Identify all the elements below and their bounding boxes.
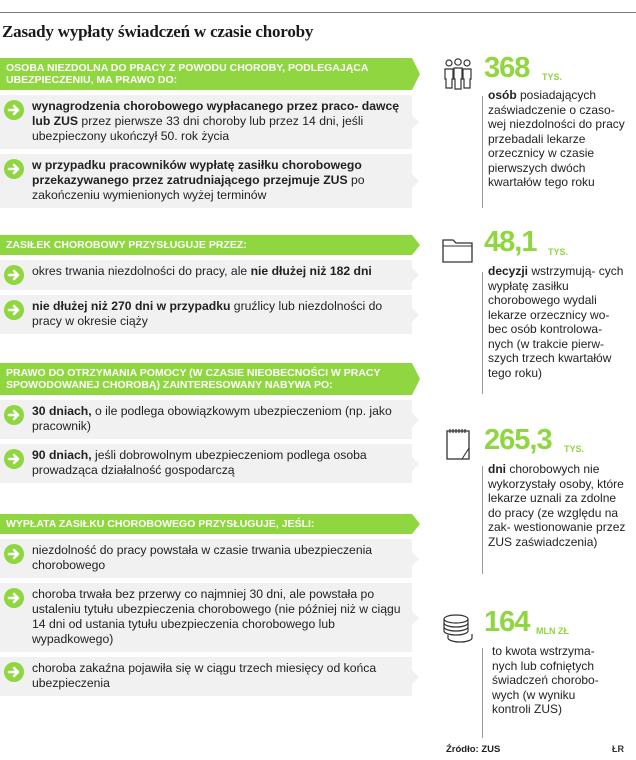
stat-bold-text: dni	[488, 462, 506, 476]
notepad-icon	[440, 426, 476, 462]
list-item	[0, 657, 412, 696]
section-header: ZASIŁEK CHOROBOWY PRZYSŁUGUJE PRZEZ:	[0, 235, 412, 255]
publisher-logo: ŁR	[612, 744, 624, 754]
item-text: niezdolność do pracy powstała w czasie trwania ubezpieczenia chorobowego	[32, 543, 373, 572]
item-bold-text: nie dłużej niż 182 dni	[250, 264, 372, 278]
stat-unit: MLN ZŁ	[536, 626, 569, 636]
stat-description	[492, 644, 610, 717]
item-bold-text: 30 dniach,	[32, 404, 92, 418]
stat-bold-text: osób	[488, 88, 517, 102]
stat-value: 265,3	[484, 424, 552, 456]
divider-line	[482, 96, 483, 208]
arrow-right-icon	[4, 449, 24, 469]
list-item	[0, 400, 412, 439]
item-text: po zakończeniu wymienionych wyżej terminów	[32, 173, 365, 202]
arrow-right-icon	[4, 662, 24, 682]
item-text: choroba trwała bez przerwy co najmniej 30 dni, ale powstała po ustaleniu tytułu ubezpieczenia chorobowego (nie później niż w ciągu 14 dni od ustania tytułu ubezpieczenia chorobowego lub wypadkowego)	[32, 587, 401, 646]
stat-value: 164	[484, 606, 530, 638]
item-bold-text: nie dłużej niż 270 dni w przypadku	[32, 299, 231, 313]
item-bold-text: w przypadku pracowników wypłatę zasiłku chorobowego przekazywanego przez zatrudniającego przejmuje ZUS	[32, 158, 362, 187]
list-item	[0, 583, 412, 652]
section-header: WYPŁATA ZASIŁKU CHOROBOWEGO PRZYSŁUGUJE, JEŚLI:	[0, 514, 412, 534]
item-bold-text: wynagrodzenia chorobowego wypłacanego przez praco- dawcę lub ZUS	[32, 99, 400, 128]
item-bold-text: 90 dniach,	[32, 448, 92, 462]
stat-description	[488, 462, 630, 549]
stat-value: 368	[484, 52, 530, 84]
stat-text: chorobowych nie wykorzystały osoby, które lekarze uznali za zdolne do pracy (ze względu na zak- westionowanie przez ZUS zaświadczenia)	[488, 462, 626, 549]
stat-description	[488, 88, 630, 190]
stat-bold-text: decyzji	[488, 264, 529, 278]
stat-block	[432, 226, 636, 432]
section-header: PRAWO DO OTRZYMANIA POMOCY (W CZASIE NIEOBECNOŚCI W PRACY SPOWODOWANEJ CHOROBĄ) ZAINTERESOWANY NABYWA PO:	[0, 363, 412, 395]
divider-line	[482, 466, 483, 574]
arrow-right-icon	[4, 100, 24, 120]
list-item	[0, 260, 412, 290]
page-title: Zasady wypłaty świadczeń w czasie choroby	[2, 22, 314, 41]
coins-icon	[440, 608, 476, 644]
stat-unit: TYS.	[548, 247, 569, 257]
item-text: o ile podlega obowiązkowym ubezpieczeniom (np. jako pracownik)	[32, 404, 392, 433]
rules-column	[0, 58, 412, 701]
people-icon	[440, 56, 476, 92]
stat-block	[432, 52, 636, 212]
list-item	[0, 295, 412, 334]
section-conditions	[0, 514, 412, 696]
list-item	[0, 539, 412, 578]
stat-value: 48,1	[484, 226, 537, 258]
list-item	[0, 95, 412, 149]
list-item	[0, 444, 412, 483]
arrow-right-icon	[4, 159, 24, 179]
folder-icon	[440, 232, 476, 268]
stat-unit: TYS.	[564, 444, 585, 454]
list-item	[0, 154, 412, 208]
section-duration	[0, 235, 412, 334]
stat-block	[432, 426, 636, 596]
item-text: okres trwania niezdolności do pracy, ale	[32, 264, 251, 278]
item-text: gruźlicy lub niezdolności do pracy w okresie ciąży	[32, 299, 383, 328]
arrow-right-icon	[4, 405, 24, 425]
divider-line	[482, 648, 483, 738]
stat-unit: TYS.	[542, 72, 563, 82]
stat-description	[488, 264, 630, 380]
arrow-right-icon	[4, 544, 24, 564]
item-text: choroba zakaźna pojawiła się w ciągu trzech miesięcy od końca ubezpieczenia	[32, 661, 377, 690]
stat-block	[432, 608, 636, 748]
stat-text: posiadających zaświadczenie o czaso- wej niezdolności do pracy przebadali lekarze orzecznicy w czasie pierwszych dwóch kwartałów tego roku	[488, 88, 625, 189]
section-waiting-period	[0, 363, 412, 483]
arrow-right-icon	[4, 265, 24, 285]
arrow-right-icon	[4, 300, 24, 320]
item-text: przez pierwsze 33 dni choroby lub przez 14 dni, jeśli ubezpieczony ukończył 50. rok życia	[32, 114, 364, 143]
source-note: Źródło: ZUS	[446, 744, 501, 755]
stat-text: wstrzymują- cych wypłatę zasiłku chorobowego wydali lekarze orzecznicy wo- bec osób kontrolowa- nych (w trakcie pierw- szych trzech kwartałów tego roku)	[488, 264, 624, 380]
arrow-right-icon	[4, 588, 24, 608]
top-rule	[0, 12, 636, 13]
section-entitlements	[0, 58, 412, 208]
divider-line	[482, 272, 483, 394]
item-text: jeśli dobrowolnym ubezpieczeniom podlega osoba prowadząca działalność gospodarczą	[32, 448, 367, 477]
stat-text: to kwota wstrzyma- nych lub cofniętych świadczeń chorobo- wych (w wyniku kontroli ZUS)	[492, 644, 599, 716]
section-header: OSOBA NIEZDOLNA DO PRACY Z POWODU CHOROBY, PODLEGAJĄCA UBEZPIECZENIU, MA PRAWO DO:	[0, 58, 412, 90]
